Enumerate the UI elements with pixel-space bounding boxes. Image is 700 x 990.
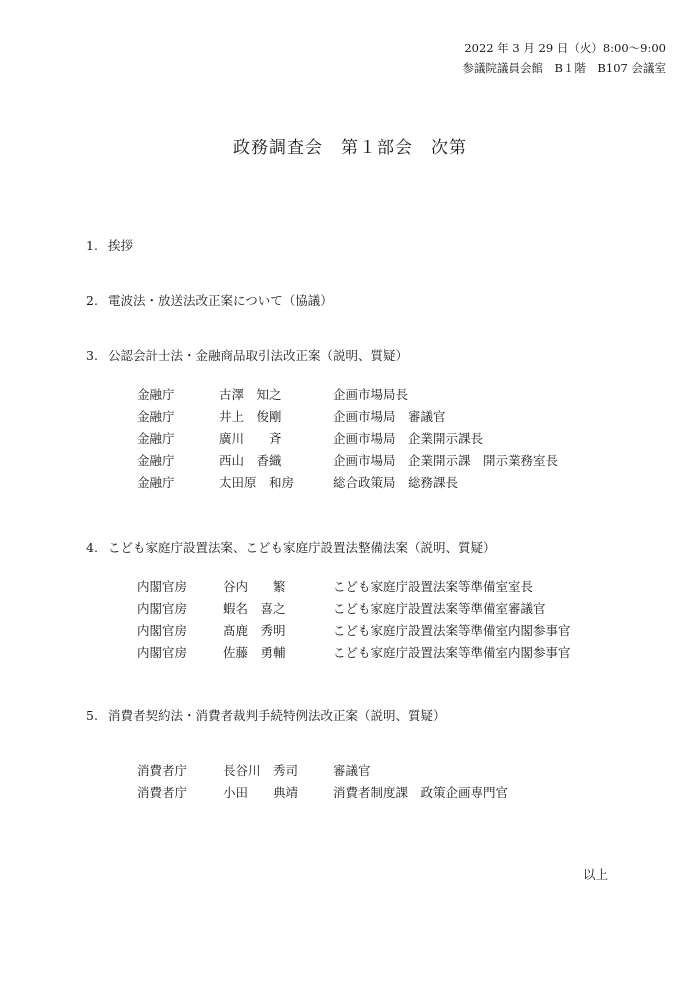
attendee-title: 企画市場局長 xyxy=(333,387,409,402)
agenda-item-number: 5. xyxy=(86,708,98,723)
attendee-list-item3 xyxy=(137,385,657,495)
attendee-agency: 金融庁 xyxy=(137,387,175,402)
attendee-name: 谷内 繁 xyxy=(223,579,286,594)
attendee-name: 長谷川 秀司 xyxy=(223,763,299,778)
attendee-agency: 消費者庁 xyxy=(137,763,188,778)
attendee-row xyxy=(137,761,657,783)
attendee-row xyxy=(137,407,657,429)
meeting-header xyxy=(462,38,666,78)
agenda-item-text: 電波法・放送法改正案について（協議） xyxy=(108,293,333,308)
attendee-row xyxy=(137,451,657,473)
agenda-item-number: 2. xyxy=(86,293,98,308)
agenda-item-4 xyxy=(86,538,496,556)
attendee-title: こども家庭庁設置法案等準備室内閣参事官 xyxy=(333,645,571,660)
document-title: 政務調査会 第１部会 次第 xyxy=(233,138,467,158)
attendee-list-item4 xyxy=(137,577,657,665)
agenda-item-2 xyxy=(86,291,333,309)
attendee-name: 小田 典靖 xyxy=(223,785,299,800)
attendee-row xyxy=(137,385,657,407)
attendee-title: 企画市場局 企業開示課 開示業務室長 xyxy=(333,453,559,468)
attendee-name: 古澤 知之 xyxy=(219,387,282,402)
attendee-name: 西山 香織 xyxy=(219,453,282,468)
attendee-row xyxy=(137,783,657,805)
attendee-row xyxy=(137,643,657,665)
attendee-name: 廣川 斉 xyxy=(219,431,282,446)
attendee-title: 審議官 xyxy=(333,763,371,778)
attendee-agency: 金融庁 xyxy=(137,453,175,468)
agenda-item-3 xyxy=(86,346,408,364)
agenda-item-number: 3. xyxy=(86,348,98,363)
attendee-title: こども家庭庁設置法案等準備室内閣参事官 xyxy=(333,623,571,638)
attendee-agency: 金融庁 xyxy=(137,475,175,490)
attendee-title: こども家庭庁設置法案等準備室室長 xyxy=(333,579,534,594)
attendee-title: 企画市場局 企業開示課長 xyxy=(333,431,484,446)
attendee-agency: 金融庁 xyxy=(137,431,175,446)
attendee-title: 企画市場局 審議官 xyxy=(333,409,446,424)
agenda-item-1 xyxy=(86,236,133,254)
attendee-agency: 内閣官房 xyxy=(137,645,188,660)
agenda-item-number: 1. xyxy=(86,238,98,253)
attendee-agency: 消費者庁 xyxy=(137,785,188,800)
agenda-item-number: 4. xyxy=(86,540,98,555)
agenda-item-text: こども家庭庁設置法案、こども家庭庁設置法整備法案（説明、質疑） xyxy=(108,540,496,555)
attendee-name: 髙鹿 秀明 xyxy=(223,623,286,638)
attendee-row xyxy=(137,429,657,451)
meeting-venue: 参議院議員会館 B１階 B107 会議室 xyxy=(462,61,666,75)
attendee-row xyxy=(137,473,657,495)
attendee-agency: 内閣官房 xyxy=(137,579,188,594)
attendee-row xyxy=(137,621,657,643)
attendee-title: 消費者制度課 政策企画専門官 xyxy=(333,785,509,800)
attendee-list-item5 xyxy=(137,761,657,805)
closing-mark: 以上 xyxy=(582,867,608,882)
agenda-item-5 xyxy=(86,706,446,724)
attendee-name: 井上 俊剛 xyxy=(219,409,282,424)
attendee-title: こども家庭庁設置法案等準備室審議官 xyxy=(333,601,546,616)
attendee-agency: 内閣官房 xyxy=(137,623,188,638)
attendee-row xyxy=(137,577,657,599)
agenda-item-text: 消費者契約法・消費者裁判手続特例法改正案（説明、質疑） xyxy=(108,708,446,723)
attendee-agency: 金融庁 xyxy=(137,409,175,424)
attendee-agency: 内閣官房 xyxy=(137,601,188,616)
meeting-date-time: 2022 年 3 月 29 日（火）8:00～9:00 xyxy=(464,41,666,55)
attendee-row xyxy=(137,599,657,621)
agenda-item-text: 公認会計士法・金融商品取引法改正案（説明、質疑） xyxy=(108,348,409,363)
attendee-title: 総合政策局 総務課長 xyxy=(333,475,459,490)
attendee-name: 蝦名 喜之 xyxy=(223,601,286,616)
attendee-name: 太田原 和房 xyxy=(219,475,295,490)
attendee-name: 佐藤 勇輔 xyxy=(223,645,286,660)
agenda-item-text: 挨拶 xyxy=(108,238,134,253)
